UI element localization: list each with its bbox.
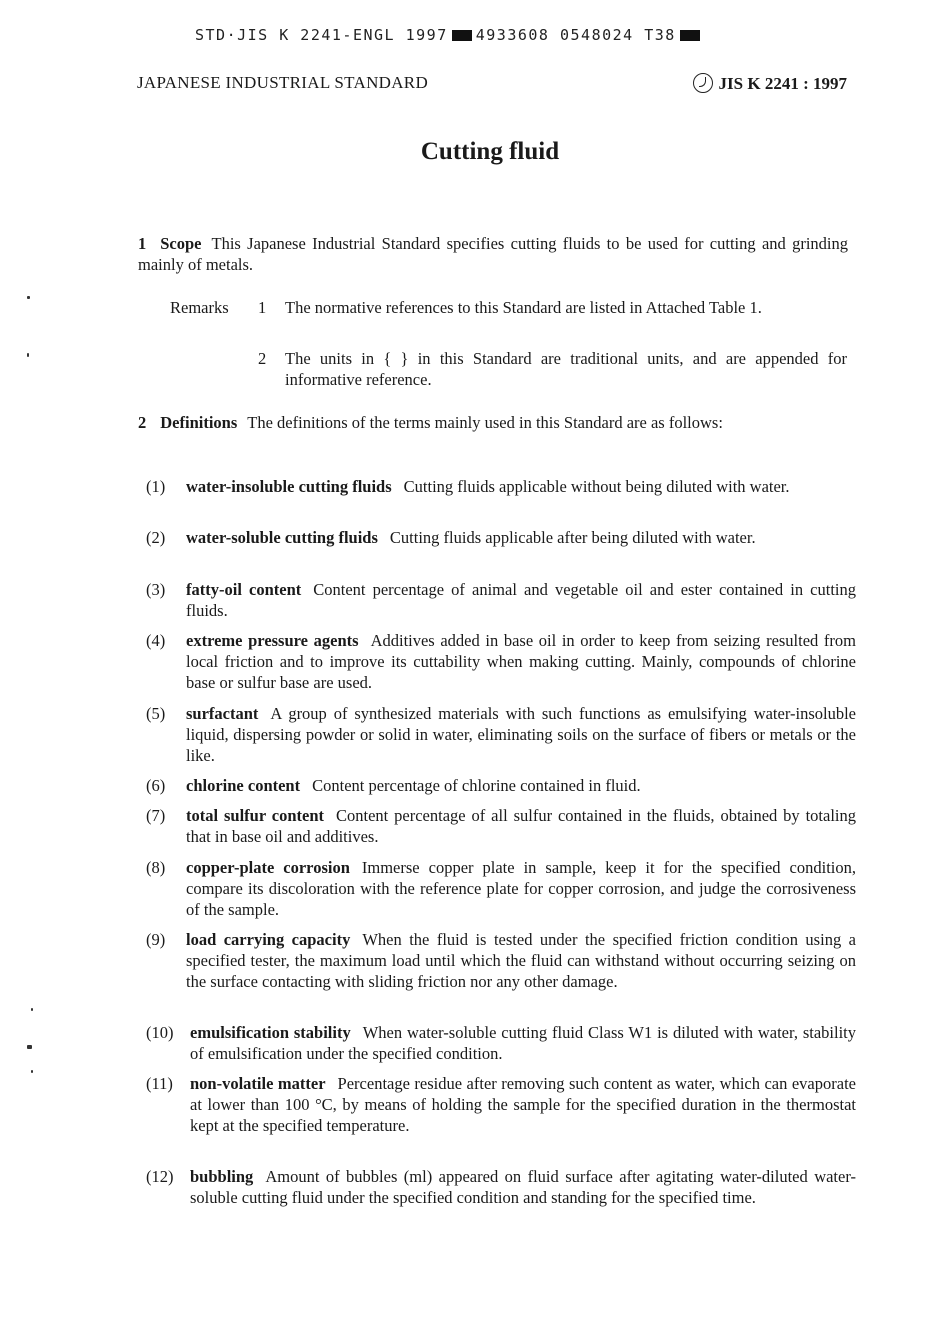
page-title: Cutting fluid xyxy=(420,138,560,165)
definitions-number: 2 xyxy=(138,413,147,432)
definitions-intro: The definitions of the terms mainly used in this Standard are as follows: xyxy=(247,413,723,432)
definition-text: Cutting fluids applicable without being diluted with water. xyxy=(403,477,790,496)
scope-text: This Japanese Industrial Standard specifies cutting fluids to be used for cutting and grinding mainly of metals. xyxy=(138,234,848,274)
definition-term: emulsification stability xyxy=(190,1023,351,1042)
scan-speck xyxy=(31,1008,33,1011)
scope-number: 1 xyxy=(138,234,147,253)
definition-text: Additives added in base oil in order to keep from seizing resulted from local friction and to improve its cuttability when making cutting. Mainly, compounds of chlorine base or sulfur base are used. xyxy=(186,631,857,692)
definition-item xyxy=(146,929,856,992)
scope-title: Scope xyxy=(160,234,202,253)
definition-text: Immerse copper plate in sample, keep it for the specified condition, compare its discoloration with the reference plate for copper corrosion, and judge the corrosiveness of the sample. xyxy=(186,858,856,919)
standard-number: JIS K 2241 : 1997 xyxy=(718,74,847,93)
definition-text: Content percentage of animal and vegetable oil and ester contained in cutting fluids. xyxy=(186,580,857,620)
remark-text: The normative references to this Standard are listed in Attached Table 1. xyxy=(285,298,762,317)
remarks-label: Remarks xyxy=(170,298,229,317)
definition-term: total sulfur content xyxy=(186,806,325,825)
remark-number: 2 xyxy=(258,349,267,368)
remark-item xyxy=(0,297,950,339)
jis-mark-icon xyxy=(693,73,713,93)
definition-term: extreme pressure agents xyxy=(186,631,359,650)
definition-term: fatty-oil content xyxy=(186,580,302,599)
definition-term: bubbling xyxy=(190,1167,254,1186)
definition-term: load carrying capacity xyxy=(186,930,351,949)
definition-number: (6) xyxy=(146,776,166,795)
header-right xyxy=(693,73,847,94)
definition-number: (8) xyxy=(146,858,166,877)
definition-term: water-insoluble cutting fluids xyxy=(186,477,392,496)
definition-text: Content percentage of chlorine contained in fluid. xyxy=(312,776,641,795)
definition-number: (5) xyxy=(146,704,166,723)
definition-number: (1) xyxy=(146,477,166,496)
scan-speck xyxy=(27,296,30,299)
scope-section xyxy=(138,233,848,275)
definition-term: water-soluble cutting fluids xyxy=(186,528,378,547)
definition-item xyxy=(146,527,856,548)
code-line-part-1: STD·JIS K 2241-ENGL 1997 xyxy=(195,26,448,44)
scan-speck xyxy=(27,1045,32,1049)
definition-item xyxy=(146,1073,856,1136)
scan-speck xyxy=(27,353,29,357)
definition-item xyxy=(146,805,856,847)
definition-item xyxy=(146,579,856,621)
definition-number: (12) xyxy=(146,1167,174,1186)
definition-item xyxy=(146,857,856,920)
definition-term: surfactant xyxy=(186,704,259,723)
definition-number: (7) xyxy=(146,806,166,825)
definition-text: Amount of bubbles (ml) appeared on fluid surface after agitating water-diluted water-soluble cutting fluid under the specified condition and standing for the specified time. xyxy=(190,1167,856,1207)
code-line-part-2: 4933608 0548024 T38 xyxy=(475,26,676,44)
document-code-line xyxy=(195,26,704,44)
definitions-title: Definitions xyxy=(160,413,238,432)
scan-speck xyxy=(31,1070,33,1073)
definition-text: When the fluid is tested under the specified friction condition using a specified tester, the maximum load until which the fluid can withstand without occurring seizing on the surface contacting with sliding friction nor any other damage. xyxy=(186,930,856,991)
definitions-section xyxy=(138,412,848,433)
definition-item xyxy=(146,1166,856,1208)
definition-text: When water-soluble cutting fluid Class W1 is diluted with water, stability of emulsification under the specified condition. xyxy=(190,1023,856,1063)
black-bar-mark xyxy=(452,30,472,41)
definition-item xyxy=(146,476,856,497)
definition-number: (11) xyxy=(146,1074,173,1093)
definition-item xyxy=(146,630,856,693)
definition-number: (10) xyxy=(146,1023,174,1042)
header-left: JAPANESE INDUSTRIAL STANDARD xyxy=(137,73,429,92)
definition-text: Cutting fluids applicable after being diluted with water. xyxy=(389,528,756,547)
definition-term: non-volatile matter xyxy=(190,1074,326,1093)
definition-number: (2) xyxy=(146,528,166,547)
remark-text: The units in { } in this Standard are traditional units, and are appended for informative reference. xyxy=(285,349,847,389)
definition-term: chlorine content xyxy=(186,776,301,795)
definition-text: Percentage residue after removing such content as water, which can evaporate at lower than 100 °C, by means of holding the sample for the specified duration in the thermostat kept at the specified temperature. xyxy=(190,1074,856,1135)
definition-item xyxy=(146,1022,856,1064)
remark-item xyxy=(0,348,950,390)
definition-number: (3) xyxy=(146,580,166,599)
definition-item xyxy=(146,703,856,766)
definition-text: Content percentage of all sulfur contained in the fluids, obtained by totaling that in base oil and additives. xyxy=(186,806,856,846)
definition-item xyxy=(146,775,856,796)
definition-term: copper-plate corrosion xyxy=(186,858,350,877)
definition-text: A group of synthesized materials with such functions as emulsifying water-insoluble liquid, dispersing powder or solid in water, eliminating soils on the surface of fibers or metals or the like. xyxy=(186,704,856,765)
remark-number: 1 xyxy=(258,298,267,317)
definition-number: (9) xyxy=(146,930,166,949)
black-bar-mark xyxy=(680,30,700,41)
definition-number: (4) xyxy=(146,631,166,650)
